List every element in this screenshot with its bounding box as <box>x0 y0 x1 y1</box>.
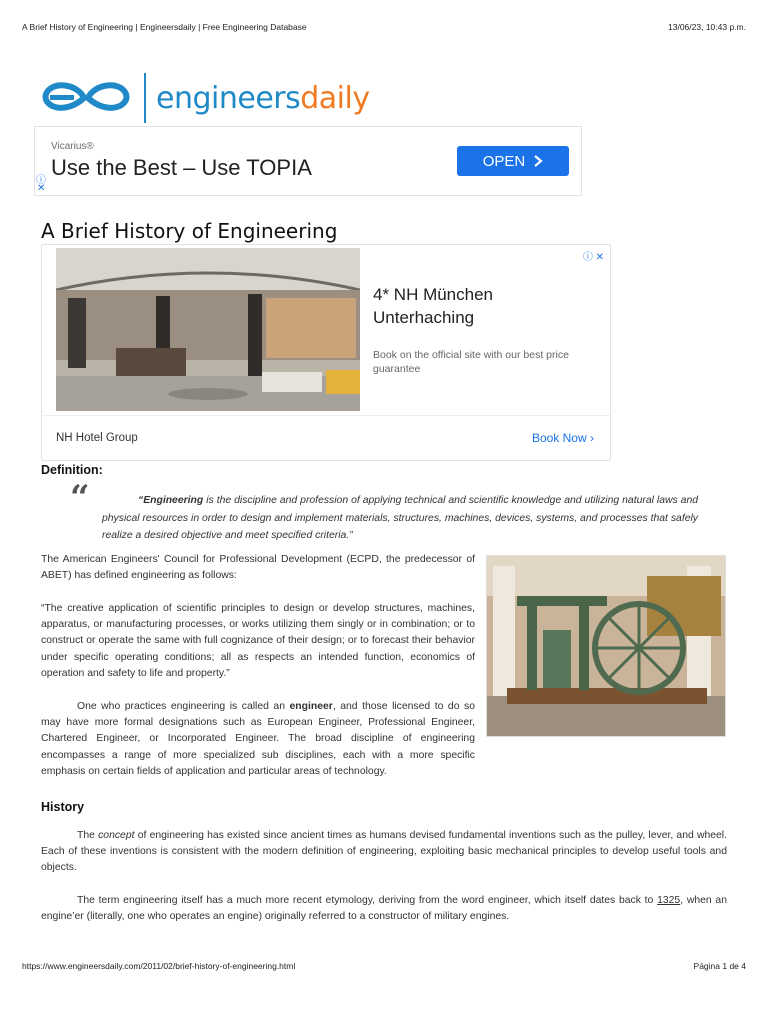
hotel-ad-description: Book on the official site with our best price guarantee <box>373 349 569 375</box>
p4-text-b: of engineering has existed since ancient times as humans devised fundamental inventions such as the pulley, lever, and wheel. Each of these inventions is consistent with the modern definition of engineering, exploiting basic mechanical principles to develop useful tools and objects. <box>41 830 728 874</box>
chevron-right-icon <box>533 155 543 167</box>
book-now-link[interactable] <box>532 431 594 445</box>
ad-info-close-icons[interactable]: ⓘ ✕ <box>582 252 604 263</box>
ad-headline[interactable]: Use the Best – Use TOPIA <box>51 155 312 180</box>
logo-divider <box>144 73 146 123</box>
quote-term: “Engineering <box>138 495 204 506</box>
logo-wordmark <box>156 81 370 116</box>
logo-text-daily: daily <box>300 80 370 116</box>
history-heading: History <box>41 800 85 814</box>
p4-text-a: The <box>77 830 99 841</box>
ad-banner-topia[interactable] <box>34 126 582 196</box>
hotel-ad-footer <box>42 415 610 460</box>
print-page-title: A Brief History of Engineering | Engineersdaily | Free Engineering Database <box>22 22 307 32</box>
paragraph-history-concept <box>41 828 727 877</box>
book-now-label: Book Now <box>531 431 587 445</box>
p3-text-a: One who practices engineering is called an <box>77 701 290 712</box>
definition-heading: Definition: <box>41 463 103 477</box>
p3-bold: engineer <box>289 701 333 712</box>
p5-text-b: , when an engine’er (literally, one who operates an engine) originally referred to a constructor of military engines. <box>41 895 727 923</box>
p4-italic: concept <box>98 830 135 841</box>
hotel-lobby-image[interactable] <box>56 248 360 411</box>
paragraph-engineer <box>41 699 475 780</box>
article-title: A Brief History of Engineering <box>41 219 338 243</box>
p5-text-a: The term engineering itself has a much more recent etymology, deriving from the word engineer, which itself dates back to <box>77 895 658 906</box>
print-url: https://www.engineersdaily.com/2011/02/brief-history-of-engineering.html <box>22 961 296 971</box>
ad-brand: Vicarius® <box>51 141 94 152</box>
hotel-ad-headline[interactable]: 4* NH München Unterhaching <box>373 285 494 327</box>
engineersdaily-logo-icon <box>40 72 132 124</box>
print-datetime: 13/06/23, 10:43 p.m. <box>668 22 746 32</box>
paragraph-ecpd-definition: “The creative application of scientific principles to design or develop structures, machines, apparatus, or manufacturing processes, or works utilizing them singly or in combination; or to construct or operate the same with full cognizance of their design; or to forecast their behavior under specific operating conditions; all as respects an intended function, economics of operation and safety to life and property.” <box>41 603 475 679</box>
site-logo[interactable] <box>40 70 370 126</box>
ad-open-button[interactable] <box>457 146 569 176</box>
p3-text-b: , and those licensed to do so may have more formal designations such as European Engineer, Professional Engineer, Chartered Engineer, or Incorporated Engineer. The broad discipline of engineering encompasses a range of more specialized sub disciplines, each with a more specific emphasis on certain fields of application and particular areas of technology. <box>41 701 475 777</box>
year-1325-link[interactable]: 1325 <box>657 895 681 906</box>
hotel-ad-advertiser: NH Hotel Group <box>56 432 138 444</box>
logo-text-engineers: engineers <box>156 80 301 116</box>
steam-engine-image <box>486 555 726 737</box>
ad-open-label: OPEN <box>482 152 526 170</box>
paragraph-etymology <box>41 893 727 925</box>
quote-icon: “ <box>70 478 90 518</box>
print-page-number: Página 1 de 4 <box>693 961 746 971</box>
chevron-right-icon: › <box>590 431 594 445</box>
quote-body: is the discipline and profession of applying technical and scientific knowledge and utilizing natural laws and physical resources in order to design and implement materials, structures, machines, devices, systems, and processes that safely realize a desired objective and meet specified criteria.” <box>102 495 698 541</box>
ad-close-icon[interactable]: ✕ <box>37 183 46 194</box>
paragraph-ecpd-intro: The American Engineers' Council for Professional Development (ECPD, the predecessor of ABET) has defined engineering as follows: <box>41 554 475 582</box>
ad-info-icon[interactable]: ⓘ <box>36 175 46 186</box>
ad-card-hotel[interactable] <box>41 244 611 461</box>
definition-quote <box>102 492 698 545</box>
